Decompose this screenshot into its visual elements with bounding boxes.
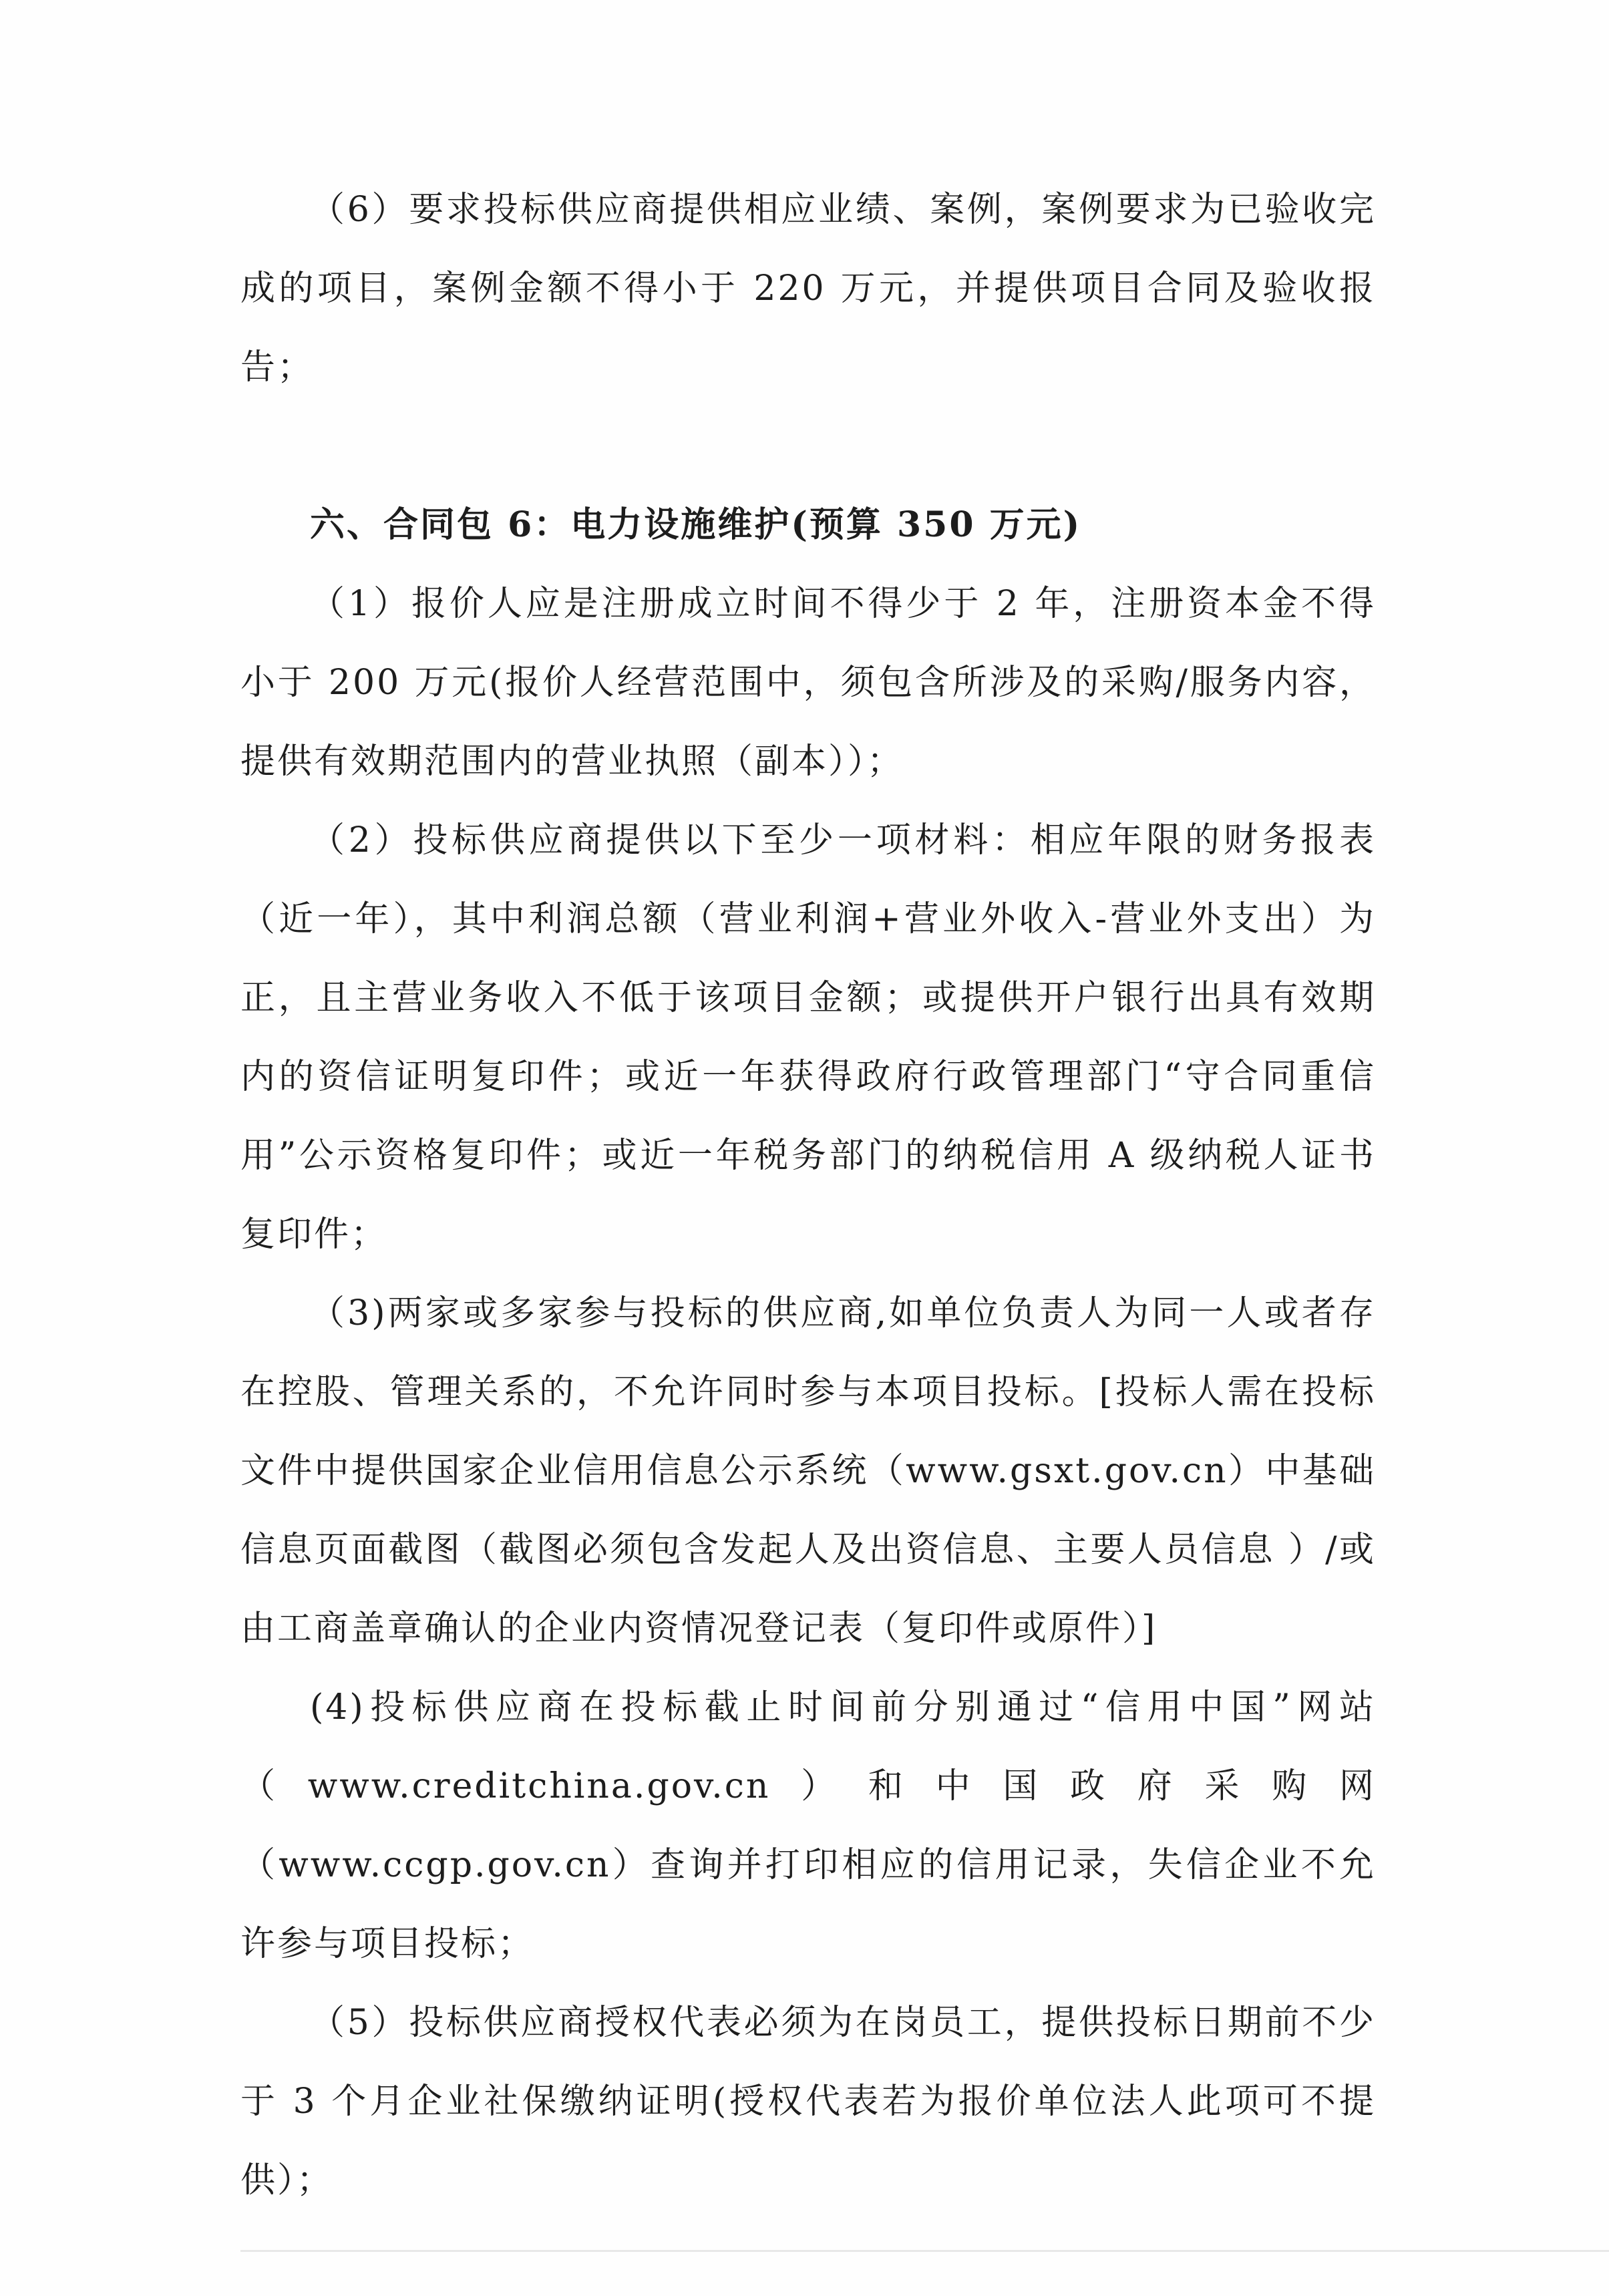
paragraph-gap bbox=[240, 407, 1376, 486]
requirement-item-5: （5）投标供应商授权代表必须为在岗员工，提供投标日期前不少于 3 个月企业社保缴纳证明(授权代表若为报价单位法人此项可不提供）； bbox=[240, 2003, 1376, 2200]
requirement-item-6: （6）要求投标供应商提供相应业绩、案例，案例要求为已验收完成的项目，案例金额不得小于 220 万元，并提供项目合同及验收报告； bbox=[240, 190, 1376, 387]
requirement-item-4: (4)投标供应商在投标截止时间前分别通过“信用中国”网站（www.creditchina.gov.cn）和中国政府采购网（www.ccgp.gov.cn）查询并打印相应的信用记录，失信企业不允许参与项目投标； bbox=[240, 1687, 1376, 1964]
section-heading-contract-package-6: 六、合同包 6：电力设施维护(预算 350 万元) bbox=[310, 504, 1082, 545]
requirement-item-2: （2）投标供应商提供以下至少一项材料：相应年限的财务报表（近一年），其中利润总额（营业利润+营业外收入-营业外支出）为正，且主营业务收入不低于该项目金额；或提供开户银行出具有效期内的资信证明复印件；或近一年获得政府行政管理部门“守合同重信用”公示资格复印件；或近一年税务部门的纳税信用 A 级纳税人证书复印件； bbox=[240, 820, 1376, 1255]
requirement-item-3: （3)两家或多家参与投标的供应商,如单位负责人为同一人或者存在控股、管理关系的，不允许同时参与本项目投标。[投标人需在投标文件中提供国家企业信用信息公示系统（www.gsxt.gov.cn）中基础信息页面截图（截图必须包含发起人及出资信息、主要人员信息 ）/或由工商盖章确认的企业内资情况登记表（复印件或原件）] bbox=[240, 1293, 1376, 1649]
requirement-item-1: （1）报价人应是注册成立时间不得少于 2 年，注册资本金不得小于 200 万元(报价人经营范围中，须包含所涉及的采购/服务内容，提供有效期范围内的营业执照（副本））； bbox=[240, 584, 1376, 782]
scan-edge-line bbox=[240, 2250, 1609, 2252]
document-body bbox=[240, 170, 1376, 2220]
